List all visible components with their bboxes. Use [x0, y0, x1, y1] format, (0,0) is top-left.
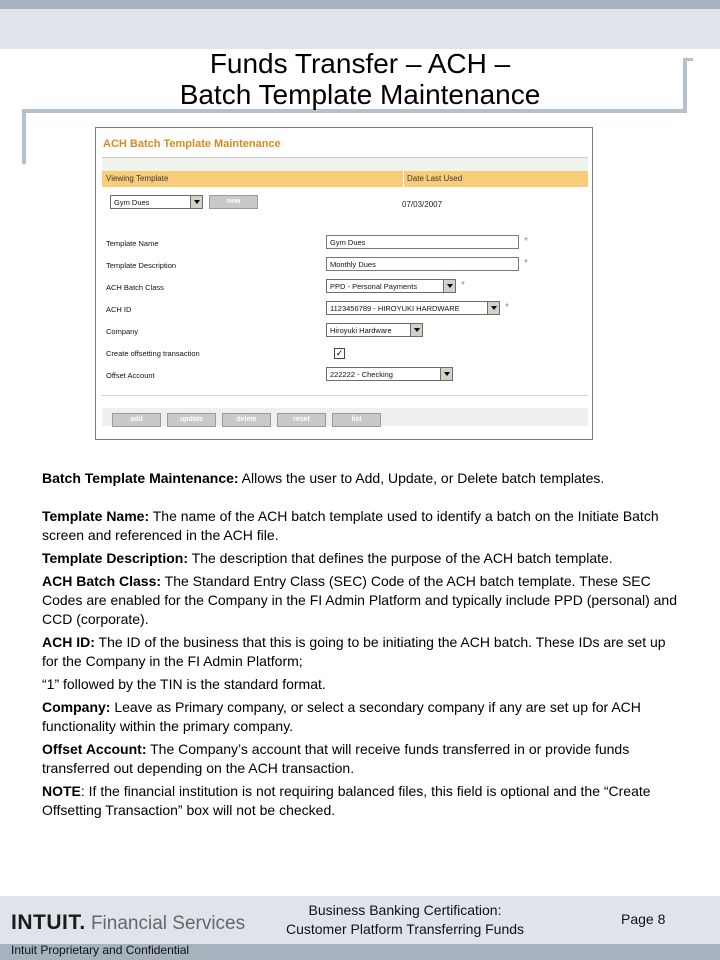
- ach-id-note: “1” followed by the TIN is the standard format.: [42, 676, 326, 692]
- footer-line2: Customer Platform Transferring Funds: [285, 921, 525, 937]
- intro-label: Batch Template Maintenance:: [42, 470, 239, 486]
- panel-band: [102, 158, 588, 171]
- offset-account-term: Offset Account:: [42, 741, 147, 757]
- template-name-term: Template Name:: [42, 508, 150, 524]
- slide-title: [0, 48, 720, 110]
- ach-id-value: 1123456789 - HIROYUKI HARDWARE: [330, 304, 460, 313]
- reset-button[interactable]: reset: [277, 413, 326, 427]
- logo-brand: INTUIT.: [11, 911, 86, 934]
- offset-account-paragraph: [42, 740, 677, 778]
- chevron-down-icon: [410, 324, 422, 336]
- note-term: NOTE: [42, 783, 81, 799]
- title-frame-left: [22, 109, 26, 164]
- footer-course-title: [250, 901, 560, 939]
- slide-title-line1: Funds Transfer – ACH –: [209, 48, 511, 79]
- top-decor-band: [0, 0, 720, 9]
- offset-account-label: Offset Account: [106, 371, 155, 380]
- confidential-notice: Intuit Proprietary and Confidential: [11, 943, 190, 957]
- chevron-down-icon: [443, 280, 455, 292]
- ach-batch-class-term: ACH Batch Class:: [42, 573, 162, 589]
- template-name-paragraph: [42, 507, 677, 545]
- company-desc: Leave as Primary company, or select a secondary company if any are set up for ACH functionality within the primary company.: [42, 699, 641, 734]
- template-name-input[interactable]: Gym Dues: [326, 235, 519, 249]
- template-description-label: Template Description: [106, 261, 177, 270]
- template-select-value: Gym Dues: [114, 198, 150, 207]
- intro-paragraph: [42, 469, 677, 488]
- template-description-input[interactable]: Monthly Dues: [326, 257, 519, 271]
- slide-title-line2: Batch Template Maintenance: [179, 79, 541, 110]
- ach-id-term: ACH ID:: [42, 634, 95, 650]
- offset-account-value: 222222 - Checking: [330, 370, 393, 379]
- add-button[interactable]: add: [112, 413, 161, 427]
- required-marker: *: [461, 280, 465, 291]
- form-divider: [102, 395, 588, 396]
- ach-id-paragraph: [42, 633, 677, 671]
- ach-id-select[interactable]: [326, 301, 500, 315]
- ach-id-label: ACH ID: [106, 305, 132, 314]
- date-last-used-value: 07/03/2007: [402, 200, 443, 209]
- ach-batch-class-paragraph: [42, 572, 677, 629]
- required-marker: *: [505, 302, 509, 313]
- note-paragraph: [42, 782, 677, 820]
- required-marker: *: [524, 236, 528, 247]
- template-description-desc: The description that defines the purpose of the ACH batch template.: [188, 550, 613, 566]
- template-name-label: Template Name: [106, 239, 159, 248]
- ach-batch-class-value: PPD - Personal Payments: [330, 282, 418, 291]
- ach-template-screenshot: [95, 127, 593, 440]
- template-name-desc: The name of the ACH batch template used to identify a batch on the Initiate Batch screen and referenced in the ACH file.: [42, 508, 659, 543]
- panel-title: ACH Batch Template Maintenance: [103, 138, 281, 150]
- company-label: Company: [106, 327, 139, 336]
- template-header-row: [102, 171, 588, 187]
- page-number: Page 8: [621, 911, 666, 927]
- company-value: Hiroyuki Hardware: [330, 326, 392, 335]
- create-offsetting-label: Create offsetting transaction: [106, 349, 200, 358]
- offset-account-desc: The Company’s account that will receive funds transferred in or provide funds transferred out depending on the ACH transaction.: [42, 741, 630, 776]
- chevron-down-icon: [487, 302, 499, 314]
- company-select[interactable]: [326, 323, 423, 337]
- chevron-down-icon: [190, 196, 202, 208]
- update-button[interactable]: update: [167, 413, 216, 427]
- create-offsetting-checkbox[interactable]: ✓: [335, 348, 344, 358]
- header-separator: [403, 171, 404, 187]
- intuit-logo: [11, 911, 245, 935]
- ach-id-desc: The ID of the business that this is going to be initiating the ACH batch. These IDs are set up for the Company in the FI Admin Platform;: [42, 634, 666, 669]
- ach-batch-class-select[interactable]: [326, 279, 456, 293]
- logo-suffix: Financial Services: [85, 913, 246, 934]
- offset-account-select[interactable]: [326, 367, 453, 381]
- intro-text: Allows the user to Add, Update, or Delete batch templates.: [238, 470, 605, 486]
- note-desc: : If the financial institution is not requiring balanced files, this field is optional and the “Create Offsetting Transaction” box will not be checked.: [42, 783, 651, 818]
- ach-batch-class-desc: The Standard Entry Class (SEC) Code of the ACH batch template. These SEC Codes are enabled for the Company in the FI Admin Platform and typically include PPD (personal) and CCD (corporate).: [42, 573, 678, 627]
- template-select[interactable]: [110, 195, 203, 209]
- delete-button[interactable]: delete: [222, 413, 271, 427]
- field-descriptions: [42, 469, 677, 820]
- new-button[interactable]: new: [209, 195, 258, 209]
- company-term: Company:: [42, 699, 111, 715]
- footer-line1: Business Banking Certification:: [308, 902, 502, 918]
- template-description-paragraph: [42, 549, 677, 568]
- top-decor-bar: [0, 9, 720, 49]
- chevron-down-icon: [440, 368, 452, 380]
- required-marker: *: [524, 258, 528, 269]
- header-date-last-used: Date Last Used: [407, 174, 463, 183]
- header-viewing-template: Viewing Template: [106, 174, 169, 183]
- ach-batch-class-label: ACH Batch Class: [106, 283, 164, 292]
- company-paragraph: [42, 698, 677, 736]
- list-button[interactable]: list: [332, 413, 381, 427]
- template-description-term: Template Description:: [42, 550, 188, 566]
